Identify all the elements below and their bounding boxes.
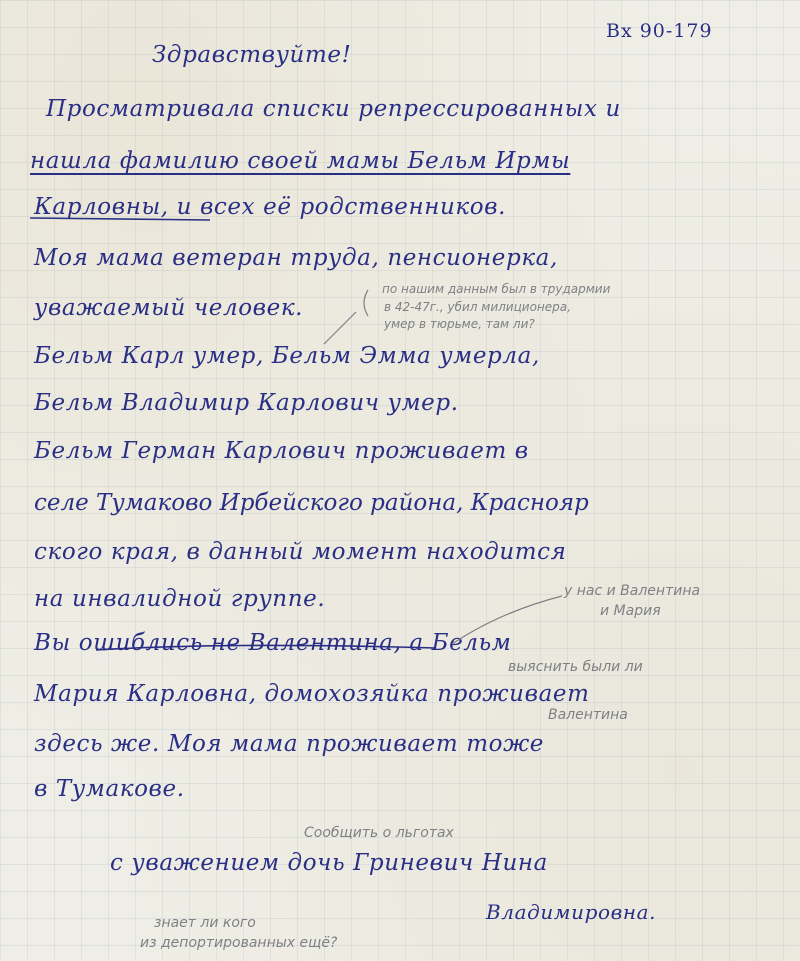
- pencil-note: Сообщить о льготах: [304, 825, 454, 841]
- letter-line: на инвалидной группе.: [34, 586, 326, 612]
- letter-line: Бельм Карл умер, Бельм Эмма умерла,: [34, 343, 540, 369]
- pencil-note: по нашим данным был в трудармии: [382, 282, 611, 296]
- pencil-note: в 42-47г., убил милиционера,: [384, 300, 571, 314]
- letter-line: Вы ошиблись не Валентина, а Бельм: [34, 630, 512, 656]
- pencil-note: выяснить были ли: [508, 659, 643, 675]
- pencil-note: Валентина: [548, 707, 628, 723]
- letter-line: Бельм Герман Карлович проживает в: [34, 438, 529, 464]
- reference-number: Вх 90-179: [606, 20, 713, 42]
- letter-line: Моя мама ветеран труда, пенсионерка,: [34, 245, 558, 271]
- pencil-note: умер в тюрьме, там ли?: [384, 317, 535, 331]
- letter-line: ского края, в данный момент находится: [34, 539, 567, 565]
- letter-line: здесь же. Моя мама проживает тоже: [34, 731, 545, 757]
- pencil-note: у нас и Валентина: [564, 583, 701, 599]
- closing-line: Владимировна.: [486, 900, 657, 924]
- greeting: Здравствуйте!: [152, 42, 352, 68]
- letter-line: Просматривала списки репрессированных и: [46, 96, 621, 122]
- pencil-note: из депортированных ещё?: [140, 935, 338, 951]
- letter-line: Карловны, и всех её родственников.: [34, 194, 507, 220]
- letter-line: селе Тумаково Ирбейского района, Краснояр: [34, 490, 589, 516]
- letter-line: Мария Карловна, домохозяйка проживает: [34, 681, 590, 707]
- pencil-note: знает ли кого: [154, 915, 256, 931]
- letter-line: нашла фамилию своей мамы Бельм Ирмы: [30, 148, 571, 174]
- letter-line: Бельм Владимир Карлович умер.: [34, 390, 459, 416]
- letter-line: уважаемый человек.: [34, 295, 304, 321]
- letter-line: в Тумакове.: [34, 776, 185, 802]
- closing-line: с уважением дочь Гриневич Нина: [110, 850, 548, 876]
- pencil-note: и Мария: [600, 603, 661, 619]
- pencil-pointer-line: [324, 312, 356, 344]
- pencil-bracket-mark: [364, 290, 368, 316]
